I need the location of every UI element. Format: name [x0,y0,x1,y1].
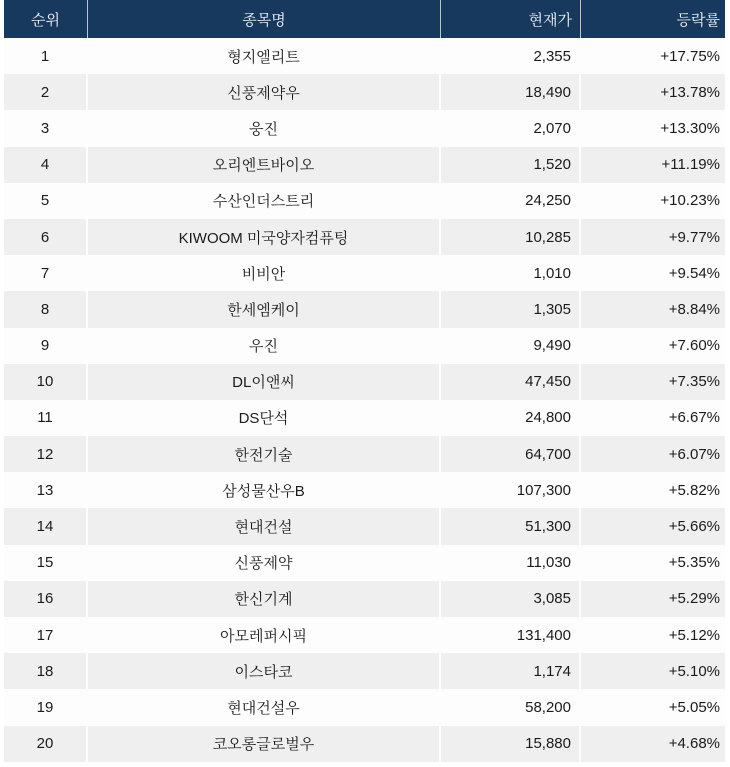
cell-change: +4.68% [668,735,720,753]
cell-price: 24,250 [441,183,581,219]
cell-name: 한신기계 [88,581,441,617]
cell-change: +9.77% [668,228,720,246]
cell-name: 한전기술 [88,436,441,472]
cell-rank: 11 [4,400,88,436]
table-row[interactable] [4,364,725,400]
cell-change: +11.19% [661,156,720,174]
table-row[interactable] [4,110,725,146]
cell-rank: 9 [4,328,88,364]
cell-name: 오리엔트바이오 [88,147,441,183]
table-row[interactable] [4,147,725,183]
table-header-row [4,0,725,38]
cell-rank: 2 [4,74,88,110]
table-row[interactable] [4,291,725,327]
column-header-price: 현재가 [441,0,581,38]
cell-name: 아모레퍼시픽 [88,617,441,653]
cell-price: 107,300 [441,472,581,508]
cell-price: 9,490 [441,328,581,364]
cell-rank: 4 [4,147,88,183]
table-row[interactable] [4,436,725,472]
cell-change: +7.60% [668,337,720,355]
table-row[interactable] [4,508,725,544]
cell-rank: 16 [4,581,88,617]
cell-change: +10.23% [660,192,720,210]
cell-price: 24,800 [441,400,581,436]
cell-name: 코오롱글로벌우 [88,726,441,762]
cell-rank: 3 [4,110,88,146]
table-body [4,38,725,762]
table-row[interactable] [4,653,725,689]
cell-change: +5.35% [668,554,720,572]
table-row[interactable] [4,400,725,436]
cell-name: KIWOOM 미국양자컴퓨팅 [88,219,441,255]
cell-change: +6.67% [668,409,720,427]
cell-rank: 14 [4,508,88,544]
cell-name: 신풍제약 [88,545,441,581]
cell-name: DL이앤씨 [88,364,441,400]
cell-name: 신풍제약우 [88,74,441,110]
table-row[interactable] [4,38,725,74]
table-row[interactable] [4,255,725,291]
cell-name: 웅진 [88,110,441,146]
cell-rank: 15 [4,545,88,581]
cell-name: 이스타코 [88,653,441,689]
cell-price: 11,030 [441,545,581,581]
cell-name: 우진 [88,328,441,364]
cell-change: +5.05% [668,698,720,716]
cell-price: 51,300 [441,508,581,544]
cell-change: +13.30% [660,119,720,137]
cell-rank: 10 [4,364,88,400]
cell-rank: 7 [4,255,88,291]
cell-change: +13.78% [660,83,720,101]
cell-rank: 18 [4,653,88,689]
cell-price: 2,355 [441,38,581,74]
cell-name: 현대건설우 [88,689,441,725]
cell-name: 삼성물산우B [88,472,441,508]
cell-rank: 1 [4,38,88,74]
table-row[interactable] [4,219,725,255]
cell-price: 131,400 [441,617,581,653]
cell-name: DS단석 [88,400,441,436]
column-header-rank: 순위 [4,0,88,38]
cell-rank: 6 [4,219,88,255]
table-row[interactable] [4,328,725,364]
cell-change: +5.12% [668,626,720,644]
table-row[interactable] [4,183,725,219]
cell-change: +5.10% [668,662,720,680]
cell-change: +5.66% [668,518,720,536]
cell-change: +5.29% [668,590,720,608]
column-header-name: 종목명 [88,0,441,38]
cell-price: 18,490 [441,74,581,110]
column-header-change: 등락률 [676,11,720,29]
table-row[interactable] [4,545,725,581]
cell-change: +7.35% [668,373,720,391]
cell-price: 15,880 [441,726,581,762]
cell-price: 64,700 [441,436,581,472]
cell-rank: 13 [4,472,88,508]
table-row[interactable] [4,617,725,653]
table-row[interactable] [4,74,725,110]
cell-name: 수산인더스트리 [88,183,441,219]
cell-name: 현대건설 [88,508,441,544]
cell-rank: 12 [4,436,88,472]
table-row[interactable] [4,726,725,762]
cell-price: 3,085 [441,581,581,617]
cell-rank: 19 [4,689,88,725]
cell-price: 1,010 [441,255,581,291]
cell-change: +6.07% [668,445,720,463]
cell-price: 10,285 [441,219,581,255]
cell-name: 형지엘리트 [88,38,441,74]
cell-price: 1,520 [441,147,581,183]
cell-change: +9.54% [668,264,720,282]
cell-price: 58,200 [441,689,581,725]
cell-change: +17.75% [660,47,720,65]
table-row[interactable] [4,689,725,725]
cell-price: 1,174 [441,653,581,689]
cell-name: 한세엠케이 [88,291,441,327]
table-row[interactable] [4,581,725,617]
cell-rank: 5 [4,183,88,219]
stock-ranking-table [4,0,725,762]
cell-name: 비비안 [88,255,441,291]
cell-change: +5.82% [668,481,720,499]
cell-rank: 17 [4,617,88,653]
cell-rank: 8 [4,291,88,327]
table-row[interactable] [4,472,725,508]
cell-change: +8.84% [668,300,720,318]
cell-price: 47,450 [441,364,581,400]
cell-price: 2,070 [441,110,581,146]
cell-price: 1,305 [441,291,581,327]
cell-rank: 20 [4,726,88,762]
